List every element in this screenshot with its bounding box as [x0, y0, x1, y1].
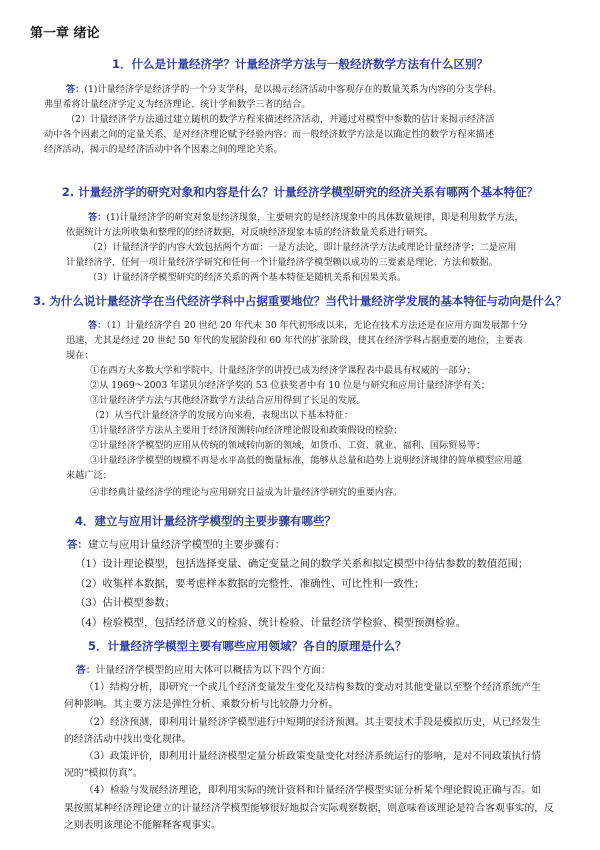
question-1-title: 1．什么是计量经济学？计量经济学方法与一般经济数学方法有什么区别？: [112, 57, 488, 71]
answer-5-line-1: 答：计量经济学模型的应用大体可以概括为以下四个方面：: [76, 665, 331, 676]
answer-3-line-12: ④非经典计量经济学的理论与应用研究日益成为计量经济学研究的重要内容。: [90, 487, 403, 498]
answer-3-line-6: ③计量经济学方法与其他经济数学方法结合应用得到了长足的发展。: [90, 395, 366, 406]
answer-2-line-5: （3）计量经济学模型研究的经济关系的两个基本特征是随机关系和因果关系。: [88, 272, 407, 283]
answer-3-line-8: ①计量经济学方法从主要用于经济预测转向经济理论假设和政策假设的检验；: [90, 425, 403, 436]
answer-5-line-8: （4）检验与发展经济理论，即利用实际的统计资料和计量经济学模型实证分析某个理论假说正确与否。如: [84, 785, 541, 797]
answer-label: 答：: [67, 539, 88, 551]
question-4-title: 4．建立与应用计量经济学模型的主要步骤有哪些？: [75, 514, 336, 528]
question-3-title: 3. 为什么说计量经济学在当代经济学科中占据重要地位？当代计量经济学发展的基本特征与动向是什么？: [33, 294, 567, 308]
answer-4-line-2: （1）设计理论模型，包括选择变量、确定变量之间的数学关系和拟定模型中待估参数的数值范围；: [75, 558, 529, 571]
answer-3-line-1: 答：（1）计量经济学自 20 世纪 20 年代末 30 年代初形成以来，无论在技术方法还是在应用方面发展都十分: [88, 320, 528, 331]
answer-1-line-1: 答：(1)计量经济学是经济学的一个分支学科，是以揭示经济活动中客观存在的数量关系为内容的分支学科。: [66, 84, 502, 95]
answer-1-line-5: 经济活动，揭示的是经济活动中各个因素之间的理论关系。: [44, 144, 283, 155]
answer-1-line-4: 动中各个因素之间的定量关系，是对经济理论赋予经验内容；而一般经济数学方法是以确定性的数学方程来描述: [44, 129, 495, 140]
answer-2: [66, 210, 560, 285]
answer-5-line-4: （2）经济预测，即利用计量经济学模型进行中短期的经济预测。其主要技术手段是模拟历史，从已经发生: [84, 716, 541, 728]
answer-3-line-5: ②从 1969～2003 年诺贝尔经济学奖的 53 位获奖者中有 10 位是与研究和应用计量经济学有关；: [90, 380, 491, 391]
answer-1: [44, 82, 560, 157]
answer-5: [64, 662, 560, 834]
answer-2-line-4: 计量经济学，任何一项计量经济学研究和任何一个计量经济学模型赖以成功的三要素是理论、方法和数据。: [66, 257, 498, 268]
answer-3-line-4: ①在西方大多数大学和学院中，计量经济学的讲授已成为经济学课程表中最具有权威的一部分；: [90, 365, 476, 376]
answer-label: 答：: [88, 212, 107, 223]
answer-2-line-3: （2）计量经济学的内容大致包括两个方面：一是方法论，即计量经济学方法或理论计量经济学；二是应用: [88, 242, 517, 253]
answer-5-line-2: （1）结构分析，即研究一个或几个经济变量发生变化及结构参数的变动对其他变量以至整个经济系统产生: [84, 682, 541, 694]
answer-1-line-2: 弗里希将计量经济学定义为经济理论、统计学和数学三者的结合。: [44, 99, 311, 110]
answer-4-line-4: （3）估计模型参数；: [75, 597, 176, 610]
answer-5-line-10: 之则表明该理论不能解释客观事实。: [64, 819, 221, 831]
answer-3-line-3: 现在：: [66, 350, 94, 361]
answer-4-line-5: （4）检验模型，包括经济意义的检验、统计检验、计量经济学检验、模型预测检验。: [75, 616, 467, 629]
answer-5-line-7: 况的“模拟仿真”。: [64, 768, 143, 780]
answer-3-line-9: ②计量经济学模型的应用从传统的领域转向新的领域，如货币、工资、就业、福利、国际贸易等；: [90, 440, 486, 451]
answer-1-line-3: （2）计量经济学方法通过建立随机的数学方程来描述经济活动，并通过对模型中参数的估计来揭示经济活: [66, 114, 495, 125]
answer-3: [66, 318, 560, 500]
answer-label: 答：: [88, 320, 107, 331]
answer-4-line-3: （2）收集样本数据，要考虑样本数据的完整性、准确性、可比性和一致性；: [75, 577, 425, 590]
answer-2-line-2: 依据统计方法所收集和整理的的经济数据，对反映经济现象本质的经济数量关系进行研究。: [66, 227, 434, 238]
answer-3-line-7: （2）从当代计量经济学的发展方向来看，表现出以下基本特征：: [90, 410, 354, 421]
answer-5-line-3: 何种影响。其主要方法是弹性分析、乘数分析与比较静力分析。: [64, 699, 339, 711]
chapter-title: 第一章 绪论: [30, 26, 100, 41]
answer-5-line-5: 的经济活动中找出变化规律。: [64, 733, 192, 745]
answer-label: 答：: [66, 84, 85, 95]
answer-3-line-2: 迅速，尤其是经过 20 世纪 50 年代的发展阶段和 60 年代的扩张阶段，使其在经济学科占据重要的地位，主要表: [66, 335, 523, 346]
question-2-title: 2. 计量经济学的研究对象和内容是什么？计量经济学模型研究的经济关系有哪两个基本特征？: [61, 185, 539, 199]
answer-2-line-1: 答：(1)计量经济学的研究对象是经济现象，主要研究的是经济现象中的具体数量规律，即是利用数学方法，: [88, 212, 524, 223]
answer-label: 答：: [76, 665, 96, 676]
answer-5-line-6: （3）政策评价，即利用计量经济模型定量分析政策变量变化对经济系统运行的影响，是对不同政策执行情: [84, 751, 541, 763]
answer-4: [67, 536, 560, 633]
answer-3-line-10: ③计量经济学模型的规模不再是水平高低的衡量标准，能够从总量和趋势上说明经济规律的简单模型应用越: [90, 455, 522, 466]
answer-5-line-9: 果按照某种经济理论建立的计量经济学模型能够很好地拟合实际观察数据，则意味着该理论是符合客观事实的，反: [64, 802, 554, 814]
answer-3-line-11: 来越广泛；: [66, 470, 112, 481]
question-5-title: 5．计量经济学模型主要有哪些应用领域？各自的原理是什么？: [88, 639, 407, 653]
answer-4-line-1: 答：建立与应用计量经济学模型的主要步骤有：: [67, 539, 286, 551]
